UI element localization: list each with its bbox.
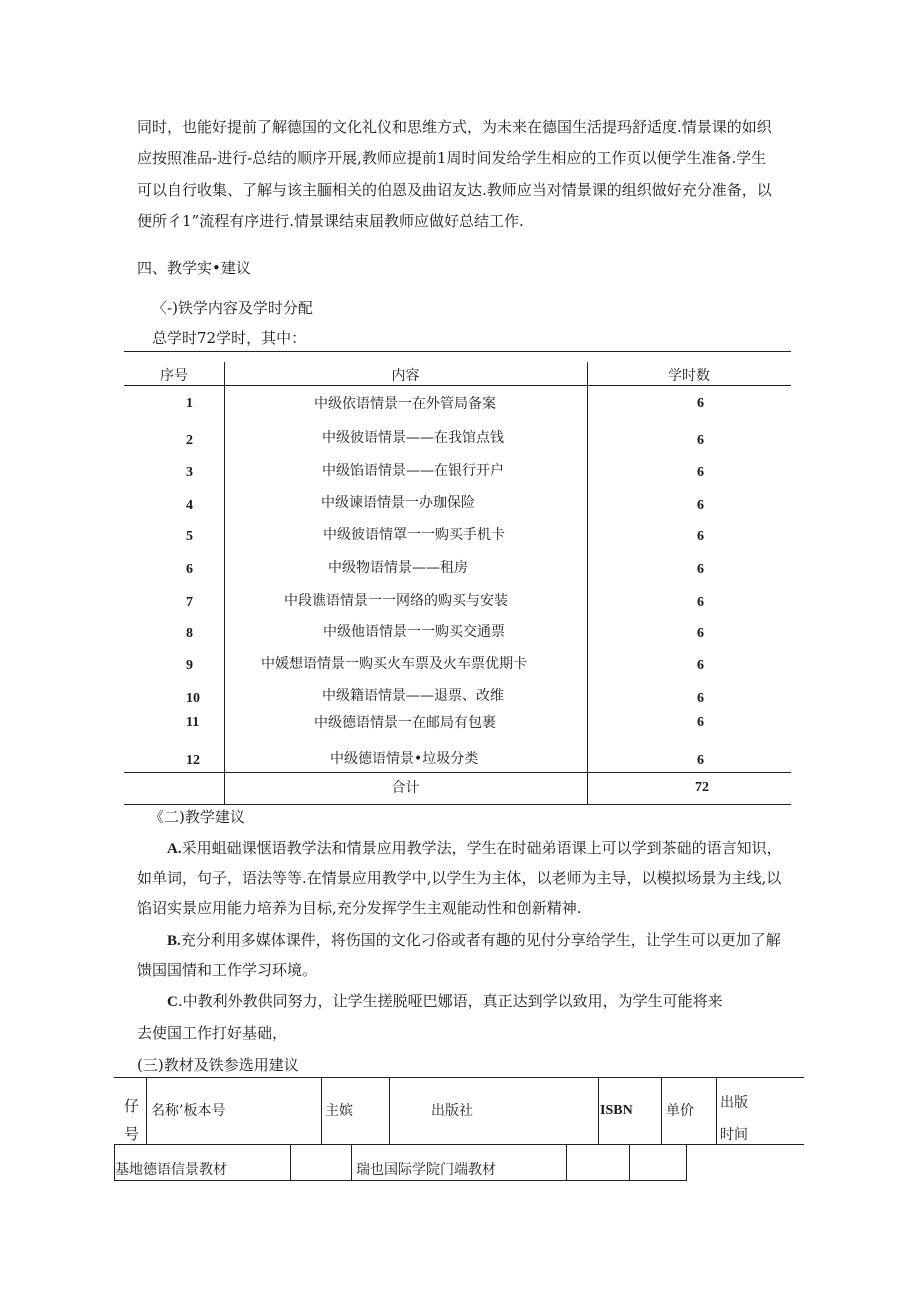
books-table-header-divider-1 (146, 1077, 147, 1144)
row-hours: 6 (697, 691, 704, 706)
suggestion-a-line-1 (167, 841, 782, 857)
total-hours-text: 总学时72学时，其中： (152, 329, 307, 347)
row-hours: 6 (697, 595, 704, 610)
intro-line-2: 应按照准品-进行-总结的顺序开展,教师应提前1周时间发给学生相应的工作页以便学生准备.学生 (137, 149, 767, 167)
row-no: 2 (186, 433, 193, 448)
row-hours: 6 (697, 433, 704, 448)
row-content: 中段谯语情景一一网络的购买与安装 (284, 593, 508, 609)
suggestion-a-label: A. (167, 841, 182, 857)
row-hours: 6 (697, 396, 704, 411)
row-no: 4 (186, 498, 193, 513)
suggestion-b-line-2: 馈国国情和工作学习环境。 (137, 961, 318, 979)
suggestion-b-line-1 (167, 933, 781, 949)
books-header-publisher: 出版社 (431, 1103, 473, 1119)
row-no: 6 (186, 562, 193, 577)
books-header-no-1: 仔 (124, 1097, 140, 1115)
row-hours: 6 (697, 529, 704, 544)
row-hours: 6 (697, 753, 704, 768)
row-no: 7 (186, 595, 193, 610)
row-content: 中级彼语情景——在我馆点钱 (322, 430, 504, 446)
suggestion-b-text: 充分利用多媒体课件，将伤国的文化刁俗或者有趣的见付分享给学生，让学生可以更加了解 (180, 931, 781, 949)
row-content: 中媛想语情景一购买火车票及火车票优期卡 (261, 656, 527, 672)
suggestion-b-label: B. (167, 933, 181, 949)
row-content: 中级彼语情罩一一购买手机卡 (323, 527, 505, 543)
books-header-no-2: 号 (124, 1125, 140, 1143)
books-header-time-2: 时间 (720, 1127, 748, 1143)
books-table-row-divider-3 (566, 1144, 567, 1180)
row-content: 中级德语情景•垃圾分类 (330, 751, 479, 767)
row-content: 中级籍语情景——退票、改维 (322, 688, 504, 704)
row-hours: 6 (697, 465, 704, 480)
books-table-header-divider-4 (598, 1077, 599, 1144)
sub3-title: (三)教材及铁参选用建议 (137, 1056, 299, 1074)
total-hours: 72 (695, 780, 709, 795)
books-table-row-divider-4 (629, 1144, 630, 1180)
intro-line-1: 同时，也能好提前了解德国的文化礼仪和思维方式，为未来在德国生活提玛舒适度.情景课的如织 (137, 118, 772, 136)
row-content: 中级他语情景一一购买交通票 (323, 624, 505, 640)
suggestion-c-line-2: 去使国工作打好基础， (137, 1024, 288, 1042)
books-table-header-rule (114, 1144, 804, 1145)
total-label: 合计 (391, 780, 420, 796)
books-header-isbn: ISBN (600, 1103, 633, 1118)
header-hours: 学时数 (668, 368, 710, 384)
row-hours: 6 (697, 498, 704, 513)
books-table-bottom-rule (114, 1180, 687, 1181)
row-no: 1 (186, 396, 193, 411)
books-table-header-divider-3 (389, 1077, 390, 1144)
sub2-title: 《二)教学建议 (149, 808, 245, 826)
row-no: 5 (186, 529, 193, 544)
books-header-editor: 主嫔 (325, 1103, 353, 1119)
suggestion-a-line-2: 如单词，句子，语法等等.在情景应用教学中,以学生为主体，以老师为主导，以模拟场景为主线,以 (137, 869, 782, 887)
suggestion-a-text: 采用蛆础课惬语教学法和情景应用教学法，学生在时础弟语课上可以学到茶础的语言知识， (181, 839, 782, 857)
row-hours: 6 (697, 715, 704, 730)
row-content: 中级馅语情景——在银行开户 (322, 463, 504, 479)
suggestion-c-label: C (167, 994, 178, 1010)
row-content: 中级德语情景一在邮局有包裹 (314, 715, 496, 731)
books-header-price: 单价 (666, 1103, 694, 1119)
row-no: 9 (186, 658, 193, 673)
books-table-row-divider-2 (351, 1144, 352, 1180)
hours-table-bottom-rule (124, 804, 791, 805)
book-name: 基地德语信景教材 (115, 1162, 227, 1178)
row-no: 12 (186, 753, 200, 768)
row-content: 中级物语情景——租房 (328, 560, 468, 576)
intro-line-4: 便所彳1”流程有序进行.情景课结束届教师应做好总结工作. (137, 212, 524, 230)
suggestion-c-line-1 (167, 994, 723, 1010)
header-content: 内容 (391, 368, 420, 384)
row-hours: 6 (697, 658, 704, 673)
row-content: 中级谏语情景一办珈保险 (321, 495, 475, 511)
books-header-time-1: 出版 (720, 1095, 748, 1111)
row-no: 11 (186, 715, 200, 730)
books-header-name: 名称’板本号 (151, 1103, 226, 1119)
row-content: 中级依语情景一在外管局备案 (314, 396, 496, 412)
section4-title: 四、教学实•建议 (137, 259, 251, 277)
hours-table-col-divider-1 (224, 362, 225, 804)
header-no: 序号 (160, 368, 188, 384)
row-no: 8 (186, 626, 193, 641)
books-table-header-divider-5 (661, 1077, 662, 1144)
intro-line-3: 可以自行收集、了解与该主腼相关的伯恩及曲诏友达.教师应当对情景课的组织做好充分准备，以 (137, 181, 772, 199)
suggestion-c-text: .中教利外教供同努力，让学生搓脱哑巴娜语，真正达到学以致用，为学生可能将来 (177, 992, 723, 1010)
book-publisher: 瑞也国际学院门端教材 (356, 1162, 496, 1178)
books-table-row-right-border (686, 1144, 687, 1180)
sub1-title: 〈-)铁学内容及学时分配 (152, 299, 313, 317)
row-no: 3 (186, 465, 193, 480)
suggestion-a-line-3: 馅诏实景应用能力培养为目标,充分发挥学生主观能动性和创新精神. (137, 899, 582, 917)
row-no: 10 (186, 691, 200, 706)
row-hours: 6 (697, 562, 704, 577)
books-table-top-rule (114, 1077, 804, 1078)
books-table-row-divider-1 (290, 1144, 291, 1180)
hours-table-col-divider-2 (587, 362, 588, 804)
books-table-header-divider-6 (716, 1077, 717, 1144)
hours-table-top-rule (124, 351, 791, 352)
books-table-header-divider-2 (321, 1077, 322, 1144)
row-hours: 6 (697, 626, 704, 641)
